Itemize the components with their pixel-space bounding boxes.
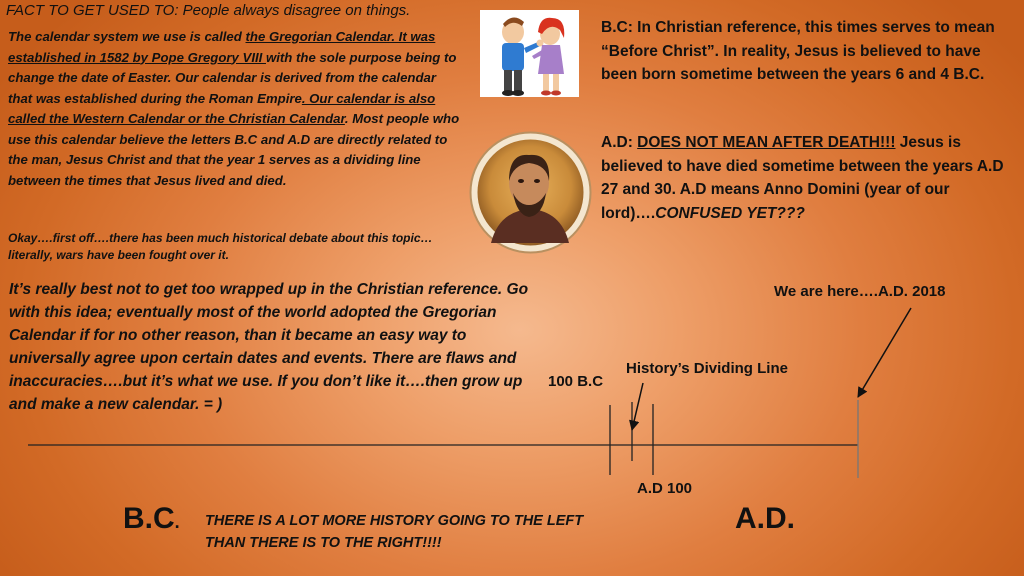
bc-big-dot: . bbox=[174, 512, 180, 532]
calendar-text-2: with the sole purpose being to change the date of Easter. Our calendar is derived from the calendar that was established during the Roman Empire bbox=[8, 49, 457, 106]
ad-italic: CONFUSED YET??? bbox=[655, 204, 805, 222]
ad-prefix: A.D: bbox=[601, 134, 638, 151]
ad-big-label: A.D. bbox=[735, 502, 795, 535]
debate-note: Okay….first off….there has been much historical debate about this topic…literally, wars have been fought over it. bbox=[8, 231, 433, 262]
bc-100-label: 100 B.C bbox=[548, 373, 604, 390]
ad-middle: Jesus is believed to have died sometime between the years A.D 27 and 30. A.D means Anno Domini (year of our lord)…. bbox=[601, 134, 1004, 222]
calendar-text-1: The calendar system we use is called bbox=[8, 29, 246, 44]
slide-title: FACT TO GET USED TO: People always disagree on things. bbox=[6, 2, 411, 19]
bottom-note: THERE IS A LOT MORE HISTORY GOING TO THE LEFT THAN THERE IS TO THE RIGHT!!!! bbox=[205, 513, 584, 551]
we-are-here-arrow bbox=[858, 308, 911, 397]
bc-big-text: B.C bbox=[123, 502, 175, 535]
bc-big-label bbox=[123, 502, 180, 536]
calendar-text-3: . Most people who use this calendar believe the letters B.C and A.D are directly related to the man, Jesus Christ and that the year 1 serves as a dividing line between the times that Jesus lived and died. bbox=[8, 111, 460, 188]
we-are-here-label: We are here….A.D. 2018 bbox=[774, 283, 946, 300]
advice-paragraph: It’s really best not to get too wrapped up in the Christian reference. Go with this idea; eventually most of the world adopted the Gregorian Calendar if for no other reason, than it became an easy way to universally agree upon certain dates and events. There are flaws and inaccuracies….but it’s what we use. If you don’t like it….then grow up and make a new calendar. = ) bbox=[9, 281, 529, 413]
dividing-line-arrow bbox=[632, 383, 643, 430]
ad-underlined: DOES NOT MEAN AFTER DEATH!!! bbox=[637, 134, 896, 151]
dividing-line-label: History’s Dividing Line bbox=[626, 360, 788, 377]
bc-definition: B.C: In Christian reference, this times serves to mean “Before Christ”. In reality, Jesus is believed to have been born sometime between the years 6 and 4 B.C. bbox=[601, 19, 995, 83]
gregorian-underlined: the Gregorian Calendar. It was established in 1582 by Pope Gregory VIII bbox=[8, 29, 436, 65]
western-calendar-underlined: . Our calendar is also called the Western Calendar or the Christian Calendar bbox=[8, 90, 436, 126]
ad-100-label: A.D 100 bbox=[637, 480, 693, 497]
